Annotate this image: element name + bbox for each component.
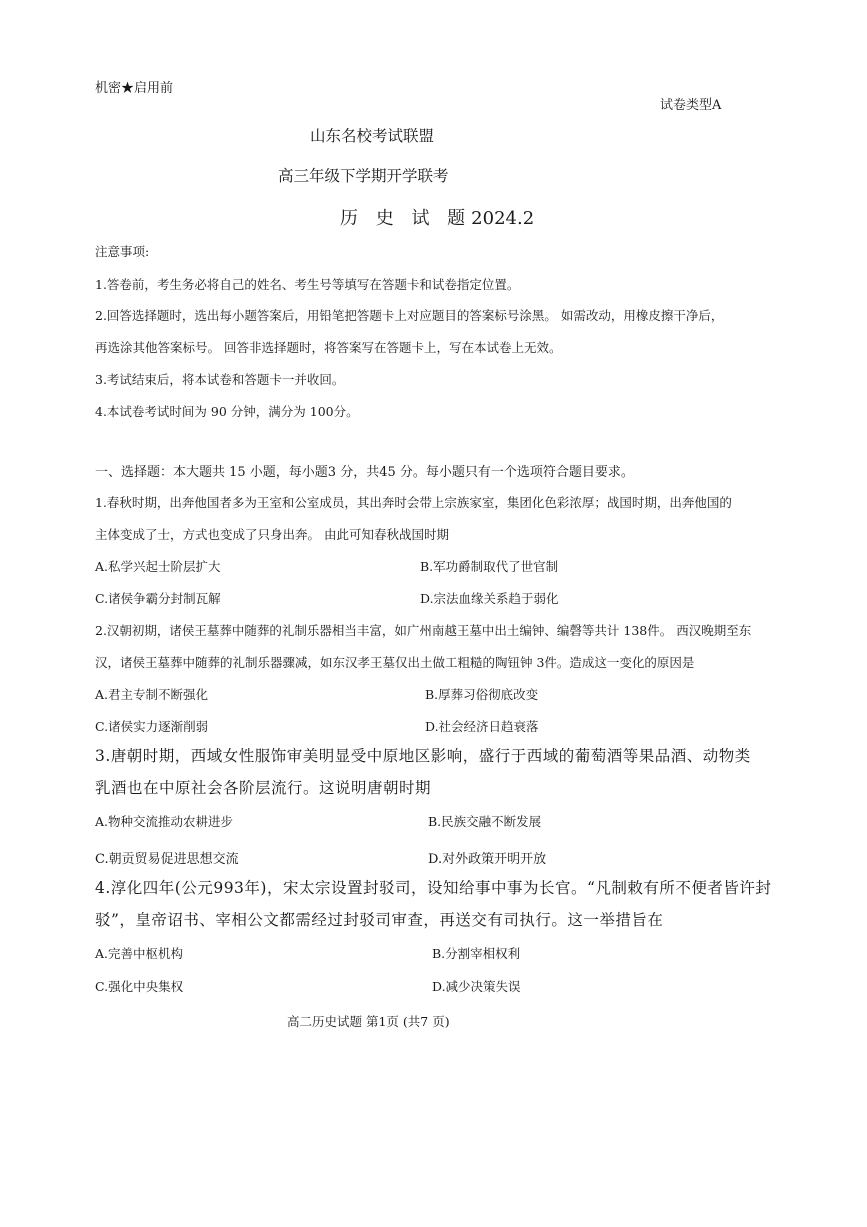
question-line: 汉，诸侯王墓葬中随葬的礼制乐器骤减，如东汉孝王墓仅出土做工粗糙的陶钮钟 3件。造成这一变化的原因是 — [95, 655, 695, 670]
option-d: D.宗法血缘关系趋于弱化 — [420, 591, 559, 606]
exam-date: 2024.2 — [471, 208, 535, 229]
notice-item: 3.考试结束后，将本试卷和答题卡一并收回。 — [95, 372, 345, 387]
question-line: 4.淳化四年(公元993年)，宋太宗设置封驳司，设知给事中事为长官。“凡制敕有所不便者皆许封 — [95, 879, 772, 897]
option-a: A.物种交流推动农耕进步 — [95, 814, 234, 829]
option-c: C.朝贡贸易促进思想交流 — [95, 852, 239, 867]
notice-item: 4.本试卷考试时间为 90 分钟，满分为 100分。 — [95, 404, 359, 419]
option-b: B.军功爵制取代了世官制 — [420, 559, 559, 574]
option-c: C.强化中央集权 — [95, 979, 184, 994]
section-heading: 一、选择题：本大题共 15 小题，每小题3 分，共45 分。每小题只有一个选项符合题目要求。 — [95, 465, 634, 480]
option-b: B.民族交融不断发展 — [428, 814, 542, 829]
notice-item: 1.答卷前，考生务必将自己的姓名、考生号等填写在答题卡和试卷指定位置。 — [95, 277, 520, 292]
option-c: C.诸侯实力逐渐削弱 — [95, 719, 209, 734]
question-line: 乳酒也在中原社会各阶层流行。这说明唐朝时期 — [95, 779, 432, 797]
question-line: 2.汉朝初期，诸侯王墓葬中随葬的礼制乐器相当丰富，如广州南越王墓中出土编钟、编磬等共计 138件。 西汉晚期至东 — [95, 623, 752, 638]
notice-item: 2.回答选择题时，选出每小题答案后，用铅笔把答题卡上对应题目的答案标号涂黑。 如需改动，用橡皮擦干净后， — [95, 308, 724, 323]
exam-organization: 山东名校考试联盟 — [310, 127, 435, 145]
page-title — [340, 204, 534, 230]
question-line: 3.唐朝时期，西域女性服饰审美明显受中原地区影响，盛行于西域的葡萄酒等果品酒、动物类 — [95, 747, 751, 765]
option-b: B.厚葬习俗彻底改变 — [425, 687, 539, 702]
paper-type-label: 试卷类型A — [660, 98, 722, 113]
option-d: D.对外政策开明开放 — [428, 852, 547, 867]
option-a: A.私学兴起士阶层扩大 — [95, 559, 221, 574]
option-b: B.分割宰相权利 — [432, 946, 521, 961]
subject-title: 历 史 试 题 — [340, 208, 472, 229]
notice-title: 注意事项: — [95, 244, 150, 259]
question-line: 主体变成了士，方式也变成了只身出奔。 由此可知春秋战国时期 — [95, 527, 449, 542]
exam-name: 高三年级下学期开学联考 — [278, 167, 449, 185]
option-c: C.诸侯争霸分封制瓦解 — [95, 591, 221, 606]
option-a: A.君主专制不断强化 — [95, 687, 209, 702]
option-d: D.减少决策失误 — [432, 979, 521, 994]
option-a: A.完善中枢机构 — [95, 946, 184, 961]
option-d: D.社会经济日趋衰落 — [425, 719, 539, 734]
notice-item: 再选涂其他答案标号。 回答非选择题时，将答案写在答题卡上，写在本试卷上无效。 — [95, 340, 562, 355]
question-line: 1.春秋时期，出奔他国者多为王室和公室成员，其出奔时会带上宗族家室，集团化色彩浓厚；战国时期，出奔他国的 — [95, 495, 732, 510]
confidential-label: 机密★启用前 — [95, 81, 174, 96]
question-line: 驳”，皇帝诏书、宰相公文都需经过封驳司审查，再送交有司执行。这一举措旨在 — [95, 911, 664, 929]
page-footer: 高二历史试题 第1页 (共7 页) — [287, 1014, 450, 1029]
